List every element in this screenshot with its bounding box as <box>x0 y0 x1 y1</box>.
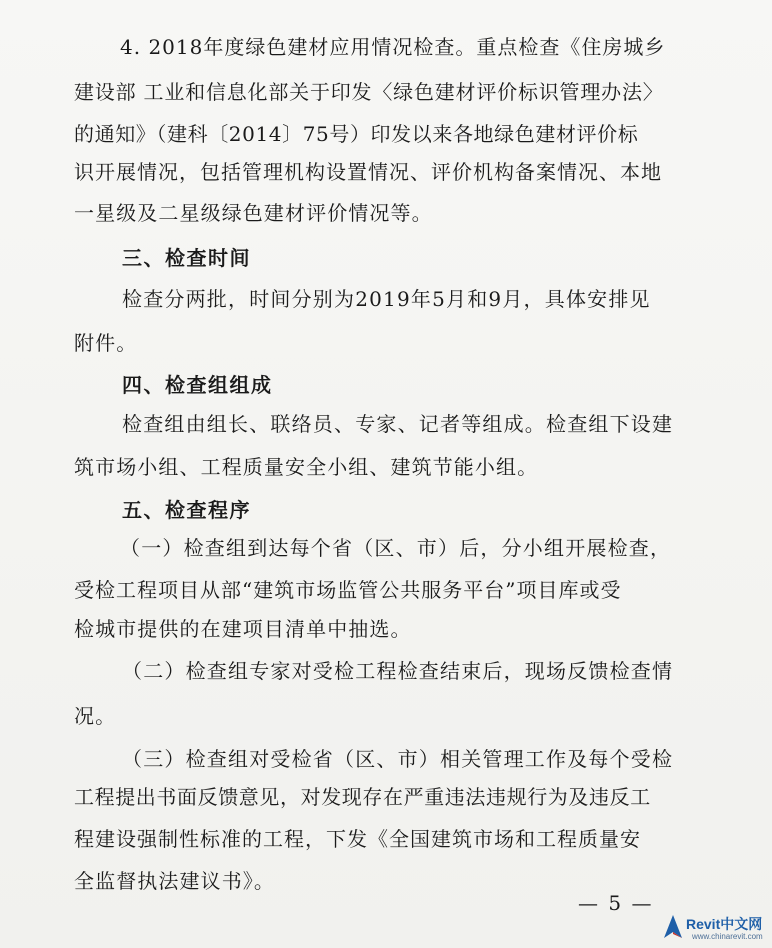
body-line-18: （三）检查组对受检省（区、市）相关管理工作及每个受检 <box>122 747 674 771</box>
body-line-8: 附件。 <box>74 331 138 355</box>
watermark-url: www.chinarevit.com <box>692 932 763 941</box>
page-number: — 5 — <box>578 891 654 915</box>
section-heading-team: 四、检查组组成 <box>122 373 273 397</box>
body-line-1: 4. 2018年度绿色建材应用情况检查。重点检查《住房城乡 <box>120 35 666 59</box>
body-line-14: 受检工程项目从部“建筑市场监管公共服务平台”项目库或受 <box>74 578 622 602</box>
body-line-20: 程建设强制性标准的工程，下发《全国建筑市场和工程质量安 <box>74 827 641 851</box>
site-watermark <box>662 912 770 946</box>
body-line-3: 的通知》（建科〔2014〕75号）印发以来各地绿色建材评价标 <box>74 122 639 146</box>
body-line-2: 建设部 工业和信息化部关于印发〈绿色建材评价标识管理办法〉 <box>74 80 664 104</box>
body-line-19: 工程提出书面反馈意见，对发现存在严重违法违规行为及违反工 <box>74 785 651 809</box>
body-line-21: 全监督执法建议书》。 <box>74 869 275 893</box>
section-heading-procedure: 五、检查程序 <box>122 498 251 522</box>
watermark-title: Revit中文网 <box>686 916 763 932</box>
body-line-15: 检城市提供的在建项目清单中抽选。 <box>74 617 412 641</box>
body-line-7: 检查分两批，时间分别为2019年5月和9月，具体安排见 <box>122 287 651 311</box>
body-line-4: 识开展情况，包括管理机构设置情况、评价机构备案情况、本地 <box>74 160 662 184</box>
body-line-11: 筑市场小组、工程质量安全小组、建筑节能小组。 <box>74 455 539 479</box>
section-heading-time: 三、检查时间 <box>122 246 251 270</box>
body-line-10: 检查组由组长、联络员、专家、记者等组成。检查组下设建 <box>122 412 674 436</box>
body-line-5: 一星级及二星级绿色建材评价情况等。 <box>74 201 433 225</box>
body-line-16: （二）检查组专家对受检工程检查结束后，现场反馈检查情 <box>122 659 674 683</box>
revit-logo-icon <box>662 914 684 940</box>
body-line-17: 况。 <box>74 704 117 728</box>
body-line-13: （一）检查组到达每个省（区、市）后，分小组开展检查， <box>120 536 672 560</box>
